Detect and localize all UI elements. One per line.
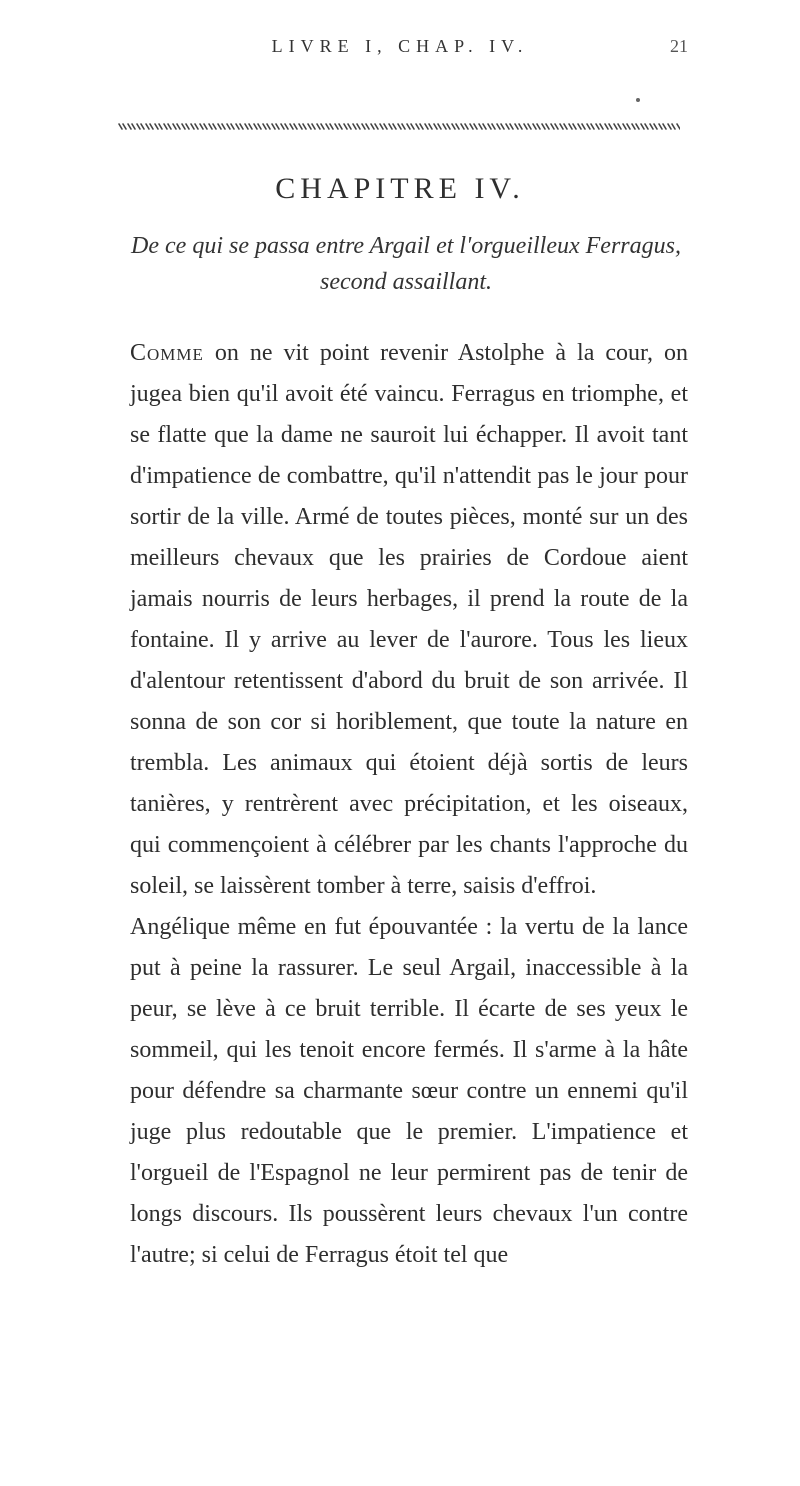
- paragraph-1: [130, 333, 688, 907]
- running-title: LIVRE I, CHAP. IV.: [271, 36, 529, 56]
- ornamental-rule: [118, 121, 680, 133]
- running-head: [0, 36, 800, 66]
- body-text: [130, 333, 688, 1276]
- chapter-summary: De ce qui se passa entre Argail et l'orgueilleux Ferragus, second assaillant.: [131, 233, 681, 295]
- paragraph-1-text: on ne vit point revenir Astolphe à la cour, on jugea bien qu'il avoit été vaincu. Ferragus en triomphe, et se flatte que la dame ne sauroit lui échapper. Il avoit tant d'impatience de combattre, qu'il n'attendit pas le jour pour sortir de la ville. Armé de toutes pièces, monté sur un des meilleurs chevaux que les prairies de Cordoue aient jamais nourris de leurs herbages, il prend la route de la fontaine. Il y arrive au lever de l'aurore. Tous les lieux d'alentour retentissent d'abord du bruit de son arrivée. Il sonna de son cor si horiblement, que toute la nature en trembla. Les animaux qui étoient déjà sortis de leurs tanières, y rentrèrent avec précipitation, et les oiseaux, qui commençoient à célébrer par les chants l'approche du soleil, se laissèrent tomber à terre, saisis d'effroi.: [130, 340, 688, 899]
- print-speck: [636, 98, 640, 102]
- paragraph-2: Angélique même en fut épouvantée : la vertu de la lance put à peine la rassurer. Le seul Argail, inaccessible à la peur, se lève à ce bruit terrible. Il écarte de ses yeux le sommeil, qui les tenoit encore fermés. Il s'arme à la hâte pour défendre sa charmante sœur contre un ennemi qu'il juge plus redoutable que le premier. L'impatience et l'orgueil de l'Espagnol ne leur permirent pas de tenir de longs discours. Ils poussèrent leurs chevaux l'un contre l'autre; si celui de Ferragus étoit tel que: [130, 914, 688, 1268]
- lead-word: Comme: [130, 340, 204, 366]
- page-number: 21: [670, 36, 688, 56]
- chapter-title: CHAPITRE IV.: [275, 172, 525, 205]
- ornament-rule-icon: [118, 121, 680, 133]
